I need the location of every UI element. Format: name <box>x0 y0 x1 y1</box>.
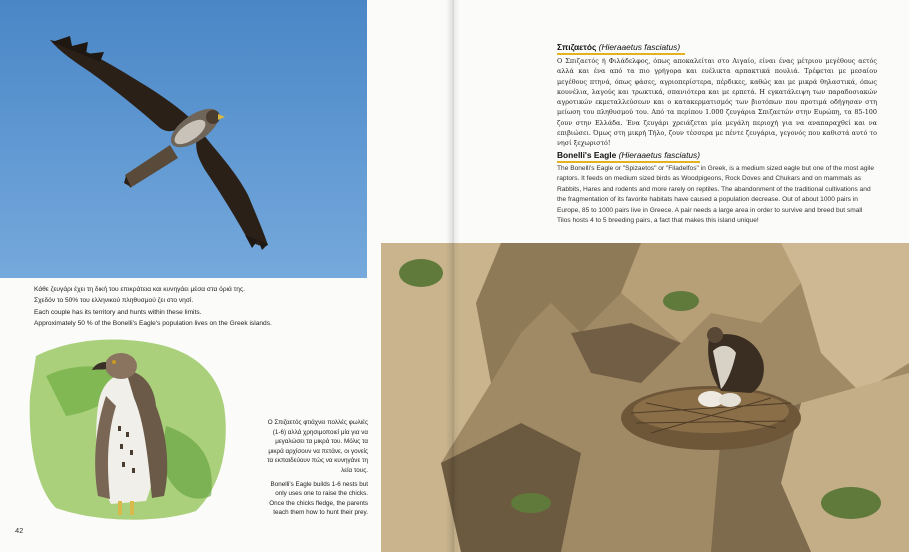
english-heading-underline <box>557 161 700 163</box>
page-number: 42 <box>15 526 24 535</box>
illustration-caption-english: Bonelli's Eagle builds 1-6 nests but only uses one to raise the chicks. Once the chicks fledge, the parents teach them how to hunt their prey. <box>269 480 368 517</box>
english-heading-latin: (Hieraaetus fasciatus) <box>618 150 701 160</box>
english-paragraph: The Bonelli's Eagle or "Spizaetos" or "Filadelfos" in Greek, is a medium sized eagle but one of the most agile raptors. It feeds on medium sized birds as Woodpigeons, Rock Doves and Chukars and on mammals as Rabbits, Hares and rodents and more rarely on reptiles. The abandonment of the traditional cultivations and the fragmentation of its favorite habitats have caused a population decrease. Out of about 1000 pairs in Europe, 85 to 1000 pairs live in Greece. A pair needs a large area in order to survive and breed but small Tilos hosts 4 to 5 breeding pairs, a fact that makes this island unique! <box>557 165 875 225</box>
english-heading-name: Bonelli's Eagle <box>557 150 617 160</box>
greek-heading-name: Σπιζαετός <box>557 42 597 52</box>
caption-english-line-2: Approximately 50 % of the Bonelli's Eagle's population lives on the Greek islands. <box>34 319 272 327</box>
photo-caption-greek <box>34 285 394 306</box>
book-gutter <box>446 0 460 552</box>
greek-heading-latin: (Hieraaetus fasciatus) <box>598 42 681 52</box>
greek-body-text <box>557 56 877 149</box>
illustration-caption <box>262 418 368 522</box>
eagle-in-flight-photo <box>0 0 367 278</box>
caption-english-line-1: Each couple has its territory and hunts within these limits. <box>34 309 202 316</box>
cliff-nest-icon <box>381 243 909 552</box>
flying-eagle-icon <box>0 0 367 278</box>
photo-caption-english <box>34 308 414 329</box>
greek-paragraph: Ο Σπιζαετός ή Φιλάδελφος, όπως αποκαλείται στο Αιγαίο, είναι ένας μέτριου μεγέθους αετός αλλά και ένα από τα πιο γρήγορα και ευέλικτα αρπακτικά πουλιά. Τρέφεται με μεσαίου μεγέθους πτηνά, όπως φάσες, αγριοπερίστερα, πέρδικες, καθώς και με μικρά θηλαστικά, όπως κουνέλια, λαγούς και τρωκτικά, σπανιότερα και με ερπετά. Η εγκατάλειψη των παραδοσιακών αγροτικών εκμεταλλεύσεων και ο κατακερματισμός των βιοτόπων που προτιμά οδήγησαν στη μείωση του πληθυσμού του. Από τα περίπου 1.000 ζευγάρια Σπιζαετών στην Ευρώπη, τα 85-100 ζουν στην Ελλάδα. Ένα ζευγάρι χρειάζεται μία μεγάλη περιοχή για να αναπαραχθεί και να επιβιώσει. Όμως στη μικρή Τήλο, ζουν τέσσερα με πέντε ζευγάρια, γεγονός που καθιστά αυτό το νησί ξεχωριστό! <box>557 57 877 148</box>
english-body-text <box>557 164 877 226</box>
english-heading <box>557 150 700 160</box>
greek-heading-underline <box>557 53 685 55</box>
caption-greek-line-2: Σχεδόν το 50% του ελληνικού πληθυσμού ζει στο νησί. <box>34 296 194 304</box>
illustration-caption-greek: Ο Σπιζαετός φτιάχνει πολλές φωλιές (1-6) αλλά χρησιμοποιεί μία για να μεγαλώσει τα μικρά του. Μόλις τα μικρά αρχίσουν να πετάνε, οι γονείς τα εκπαιδεύουν πώς να κυνηγάνε τη λεία τους. <box>267 419 368 474</box>
eagle-watercolor-illustration <box>26 336 230 524</box>
nest-on-cliff-photo <box>381 243 909 552</box>
greek-heading <box>557 42 680 52</box>
perched-eagle-icon <box>26 336 230 524</box>
caption-greek-line-1: Κάθε ζευγάρι έχει τη δική του επικράτεια και κυνηγάει μέσα στα όριά της. <box>34 286 245 293</box>
